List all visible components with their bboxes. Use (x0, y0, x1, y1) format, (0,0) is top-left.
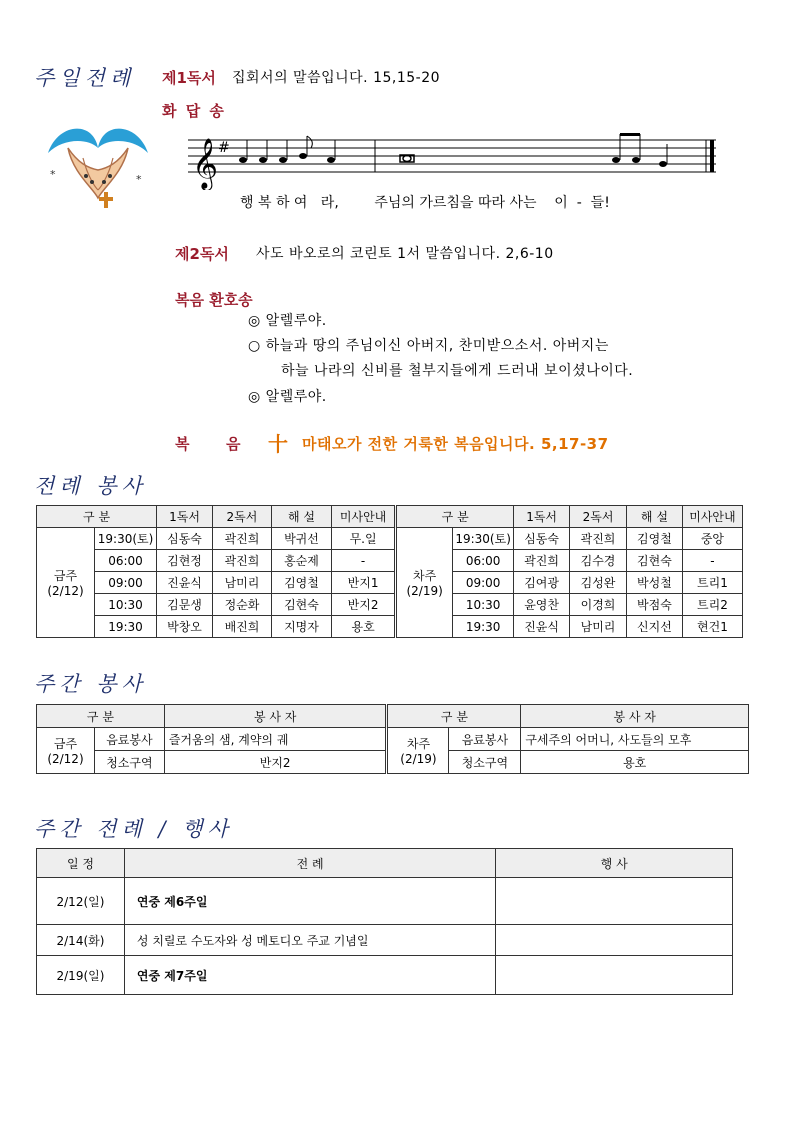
svg-text:𝄞: 𝄞 (192, 138, 219, 189)
service-time: 06:00 (94, 550, 156, 572)
weekly-header-division-2: 구 분 (387, 705, 521, 728)
service-cell: 심동숙 (514, 528, 570, 550)
acclamation-line-3: 하늘 나라의 신비를 철부지들에게 드러내 보이셨나이다. (281, 363, 634, 379)
schedule-date: 2/19(일) (37, 956, 125, 995)
schedule-header-liturgy: 전 례 (124, 849, 495, 878)
service-cell: 김여광 (514, 572, 570, 594)
reading2-label: 제2독서 (175, 245, 229, 263)
service-cell: 정순화 (212, 594, 271, 616)
gospel-text: 마태오가 전한 거룩한 복음입니다. 5,17-37 (302, 435, 609, 453)
service-cell: 김현숙 (626, 550, 682, 572)
service-header-reading2-2: 2독서 (570, 506, 627, 528)
service-header-reading1: 1독서 (157, 506, 213, 528)
service-cell: 곽진희 (514, 550, 570, 572)
schedule-header-event: 행 사 (496, 849, 733, 878)
weekly-category: 음료봉사 (449, 728, 521, 751)
service-cell: 홍순제 (271, 550, 331, 572)
service-cell: - (682, 550, 742, 572)
service-time: 10:30 (453, 594, 514, 616)
service-cell: 곽진희 (570, 528, 627, 550)
service-cell: - (332, 550, 396, 572)
weekly-value: 용호 (521, 751, 749, 774)
service-cell: 배진희 (212, 616, 271, 638)
liturgy-title: 주일전례 (34, 66, 136, 90)
svg-text:*: * (136, 173, 142, 186)
schedule-header-date: 일 정 (37, 849, 125, 878)
service-cell: 반지1 (332, 572, 396, 594)
schedule-title: 주간 전례 / 행사 (34, 817, 233, 841)
schedule-liturgy: 연중 제7주일 (124, 956, 495, 995)
table-row (37, 616, 743, 638)
service-cell: 곽진희 (212, 550, 271, 572)
reading1-text: 집회서의 말씀입니다. 15,15-20 (232, 70, 441, 86)
weekly-category: 음료봉사 (94, 728, 164, 751)
service-cell: 남미리 (212, 572, 271, 594)
acclamation-line-2: ○ 하늘과 땅의 주님이신 아버지, 찬미받으소서. 아버지는 (248, 338, 609, 354)
schedule-date: 2/14(화) (37, 925, 125, 956)
service-cell: 트리1 (682, 572, 742, 594)
svg-text:#: # (218, 140, 230, 156)
weekly-category: 청소구역 (449, 751, 521, 774)
weekly-next-week: 차주 (2/19) (387, 728, 449, 774)
schedule-date: 2/12(일) (37, 878, 125, 925)
service-time: 09:00 (94, 572, 156, 594)
table-row (37, 925, 733, 956)
service-time: 19:30 (94, 616, 156, 638)
service-table (36, 505, 743, 638)
schedule-header-row (37, 849, 733, 878)
weekly-header-row (37, 705, 749, 728)
schedule-liturgy: 성 치릴로 수도자와 성 메토디오 주교 기념일 (124, 925, 495, 956)
service-header-commentary-2: 해 설 (626, 506, 682, 528)
service-cell: 트리2 (682, 594, 742, 616)
service-cell: 진윤식 (514, 616, 570, 638)
service-cell: 남미리 (570, 616, 627, 638)
acclamation-line-1: ◎ 알렐루야. (248, 313, 327, 329)
service-header-guide-2: 미사안내 (682, 506, 742, 528)
service-cell: 현건1 (682, 616, 742, 638)
service-cell: 곽진희 (212, 528, 271, 550)
schedule-event (496, 925, 733, 956)
service-cell: 박창오 (157, 616, 213, 638)
service-header-reading1-2: 1독서 (514, 506, 570, 528)
psalm-music-staff (188, 128, 718, 190)
weekly-value: 반지2 (164, 751, 387, 774)
weekly-header-division: 구 분 (37, 705, 165, 728)
service-cell: 김문생 (157, 594, 213, 616)
table-row (37, 878, 733, 925)
service-cell: 중앙 (682, 528, 742, 550)
weekly-header-servers: 봉 사 자 (164, 705, 387, 728)
psalm-lyrics: 행 복 하 여 라, 주님의 가르침을 따라 사는 이 - 들! (240, 195, 610, 211)
weekly-category: 청소구역 (94, 751, 164, 774)
service-next-week: 차주 (2/19) (396, 528, 453, 638)
service-time: 19:30(토) (453, 528, 514, 550)
service-this-week: 금주 (2/12) (37, 528, 95, 638)
service-header-commentary: 해 설 (271, 506, 331, 528)
service-cell: 김수경 (570, 550, 627, 572)
gospel-label: 복 음 (175, 435, 241, 453)
service-cell: 신지선 (626, 616, 682, 638)
acclamation-label: 복음 환호송 (175, 291, 253, 309)
service-cell: 이경희 (570, 594, 627, 616)
service-cell: 반지2 (332, 594, 396, 616)
weekly-this-week: 금주 (2/12) (37, 728, 95, 774)
acclamation-line-4: ◎ 알렐루야. (248, 389, 327, 405)
service-cell: 무.일 (332, 528, 396, 550)
table-row (37, 550, 743, 572)
weekly-title: 주간 봉사 (34, 672, 147, 696)
service-header-guide: 미사안내 (332, 506, 396, 528)
service-cell: 김현정 (157, 550, 213, 572)
schedule-event (496, 956, 733, 995)
service-cell: 용호 (332, 616, 396, 638)
schedule-table (36, 848, 733, 995)
table-row (37, 594, 743, 616)
service-cell: 김영철 (626, 528, 682, 550)
weekly-header-servers-2: 봉 사 자 (521, 705, 749, 728)
service-time: 10:30 (94, 594, 156, 616)
service-cell: 김영철 (271, 572, 331, 594)
psalm-label: 화 답 송 (162, 102, 226, 120)
reading2-text: 사도 바오로의 코린토 1서 말씀입니다. 2,6-10 (256, 246, 554, 262)
service-time: 19:30 (453, 616, 514, 638)
table-row (37, 956, 733, 995)
service-time: 19:30(토) (94, 528, 156, 550)
service-time: 09:00 (453, 572, 514, 594)
schedule-event (496, 878, 733, 925)
schedule-liturgy: 연중 제6주일 (124, 878, 495, 925)
table-row (37, 528, 743, 550)
service-cell: 진윤식 (157, 572, 213, 594)
service-cell: 김성완 (570, 572, 627, 594)
service-cell: 박성철 (626, 572, 682, 594)
gospel-cross-icon: 十 (268, 432, 288, 456)
weekly-value: 구세주의 어머니, 사도들의 모후 (521, 728, 749, 751)
service-header-division: 구 분 (37, 506, 157, 528)
service-header-row (37, 506, 743, 528)
reading1-label: 제1독서 (162, 69, 216, 87)
table-row (37, 728, 749, 751)
svg-text:*: * (50, 168, 56, 181)
table-row (37, 572, 743, 594)
service-title: 전례 봉사 (34, 474, 147, 498)
service-cell: 지명자 (271, 616, 331, 638)
service-cell: 윤영찬 (514, 594, 570, 616)
service-header-reading2: 2독서 (212, 506, 271, 528)
service-cell: 박점숙 (626, 594, 682, 616)
service-cell: 김현숙 (271, 594, 331, 616)
weekly-value: 즐거움의 샘, 계약의 궤 (164, 728, 387, 751)
praying-hands-illustration (38, 118, 158, 216)
service-cell: 박귀선 (271, 528, 331, 550)
service-header-division-2: 구 분 (396, 506, 514, 528)
weekly-table (36, 704, 749, 774)
service-cell: 심동숙 (157, 528, 213, 550)
service-time: 06:00 (453, 550, 514, 572)
